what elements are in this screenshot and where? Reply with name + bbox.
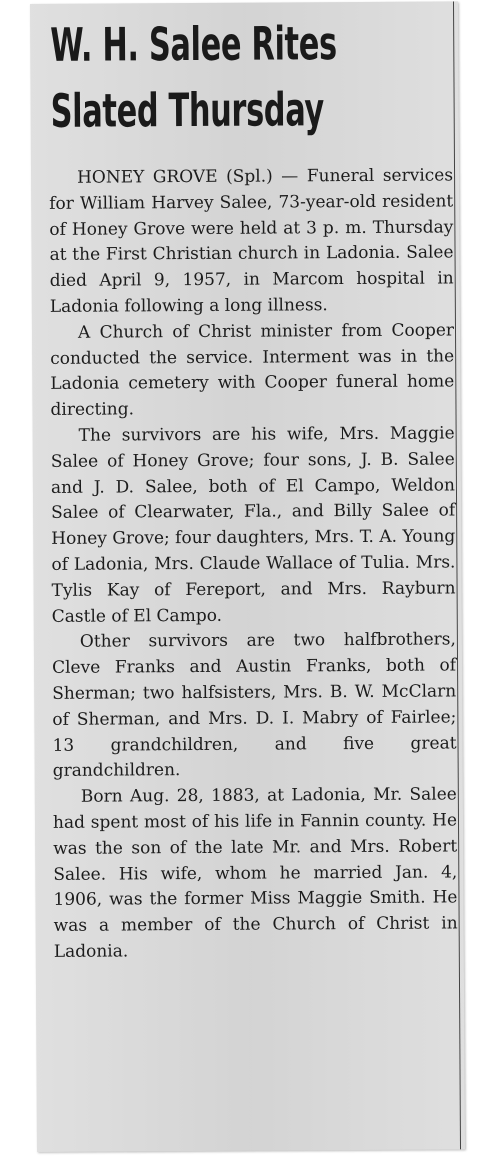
newspaper-clipping (30, 1, 465, 1152)
paragraph-survivors: The survivors are his wife, Mrs. Maggie Salee of Honey Grove; four sons, J. B. Salee and J. D. Salee, both of El Campo, Weldon Salee of Clearwater, Fla., and Billy Salee of Honey Grove; four daughters, Mrs. T. A. Young of Ladonia, Mrs. Claude Wallace of Tulia. Mrs. Tylis Kay of Fereport, and Mrs. Rayburn Castle of El Campo. (50, 423, 456, 627)
headline-line-1: W. H. Salee Rites (50, 16, 337, 72)
article-body (49, 163, 458, 965)
headline-line-2: Slated Thursday (50, 82, 325, 138)
paragraph-biography: Born Aug. 28, 1883, at Ladonia, Mr. Salee had spent most of his life in Fannin county. He was the son of the late Mr. and Mrs. Robert Salee. His wife, whom he married Jan. 4, 1906, was the former Miss Maggie Smith. He was a member of the Church of Christ in Ladonia. (52, 784, 458, 962)
paragraph-services: HONEY GROVE (Spl.) — Funeral services for William Harvey Salee, 73-year-old resident of Honey Grove were held at 3 p. m. Thursday at the First Christian church in Ladonia. Salee died April 9, 1957, in Marcom hospital in Ladonia following a long illness. (49, 165, 454, 317)
paragraph-interment: A Church of Christ minister from Cooper conducted the service. Interment was in the Ladonia cemetery with Cooper funeral home directing. (50, 320, 455, 421)
headline (50, 10, 337, 144)
paragraph-other-survivors: Other survivors are two halfbrothers, Cleve Franks and Austin Franks, both of Sherman; two halfsisters, Mrs. B. W. McClarn of Sherman, and Mrs. D. I. Mabry of Fairlee; 13 grandchildren, and five great grandchildren. (51, 629, 457, 782)
